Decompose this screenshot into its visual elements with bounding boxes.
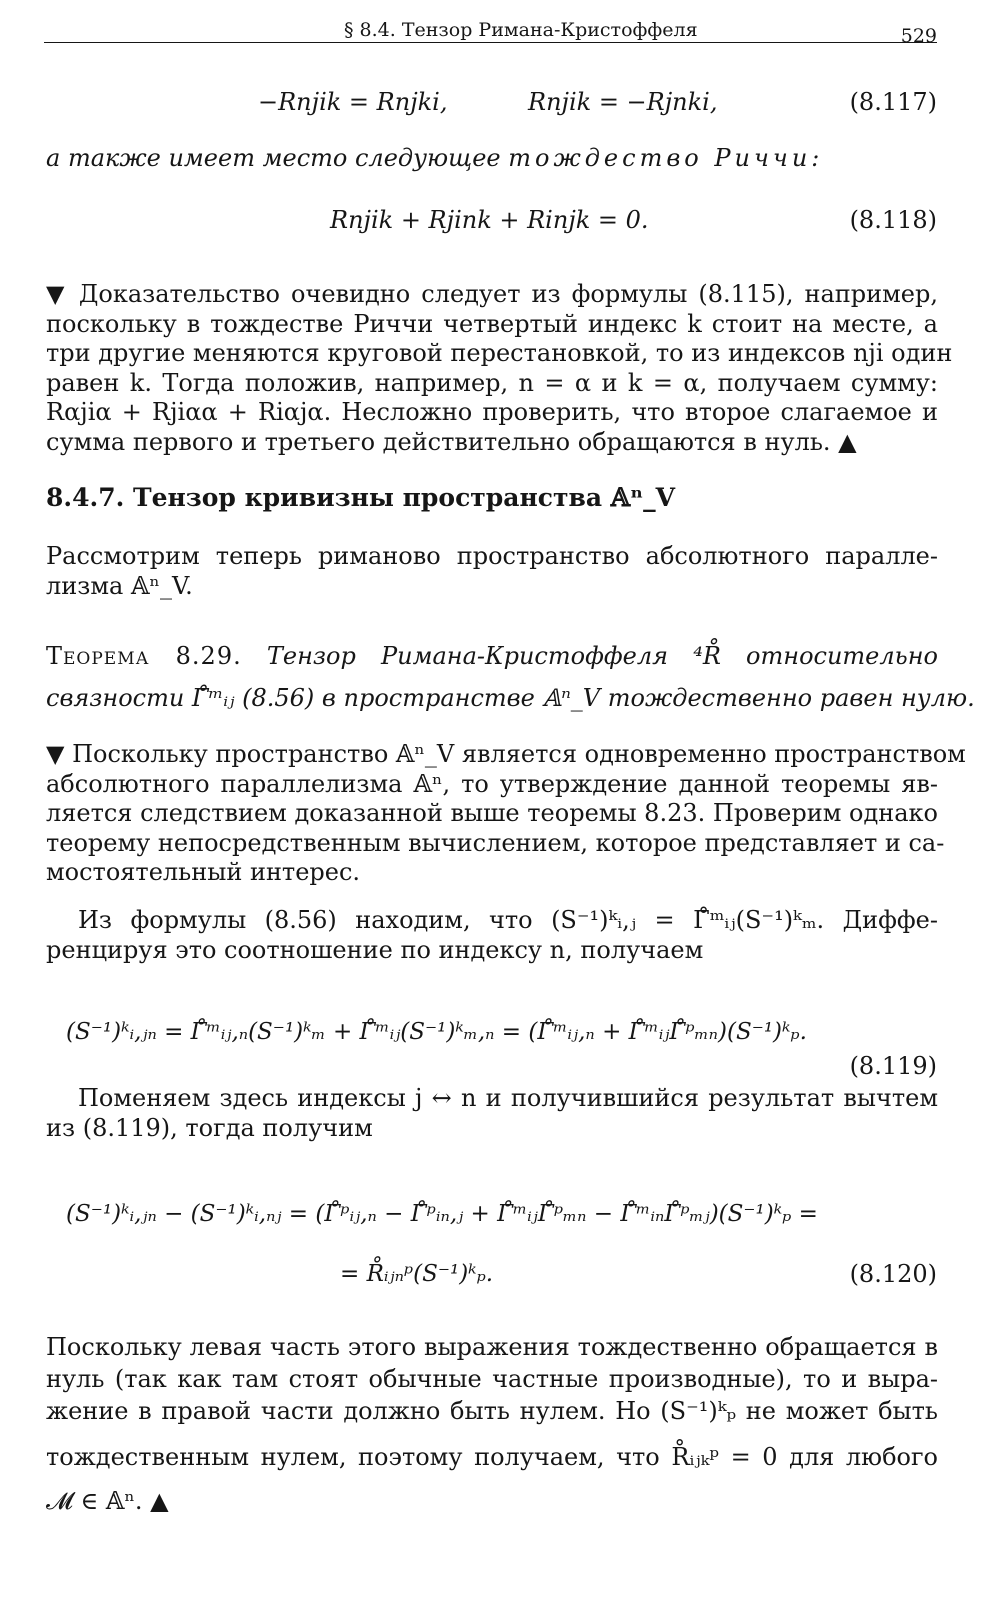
ricci-intro-line — [46, 142, 823, 174]
running-head: § 8.4. Тензор Римана-Кристоффеля — [344, 19, 698, 41]
paragraph-4 — [46, 1082, 938, 1141]
text-line: сумма первого и третьего действительно обращаются в нуль. ▲ — [46, 427, 857, 456]
section-heading: 8.4.7. Тензор кривизны пространства 𝔸ⁿ_V — [46, 483, 676, 512]
equation-8-117-right: Rnjik = −Rjnki, — [528, 88, 718, 116]
equation-8-117-left: −Rnjik = Rnjki, — [258, 88, 448, 116]
text-line: абсолютного параллелизма 𝔸ⁿ, то утверждение данной теоремы яв- — [46, 769, 938, 798]
page-number: 529 — [900, 25, 937, 47]
text-line: 𝓜 ∈ 𝔸ⁿ. ▲ — [46, 1487, 169, 1515]
text-line: жение в правой части должно быть нулем. Но (S⁻¹)ᵏₚ не может быть — [46, 1397, 938, 1425]
paragraph-3 — [46, 904, 938, 963]
equation-8-120-line-2: = R̊ᵢⱼₙᵖ(S⁻¹)ᵏₚ. — [340, 1261, 494, 1287]
ricci-identity-term: тождество Риччи: — [508, 144, 824, 172]
proof-paragraph-2 — [46, 738, 966, 886]
theorem-text: Тензор Римана-Кристоффеля ⁴R̊ относительно — [266, 642, 938, 670]
text-line: Из формулы (8.56) находим, что (S⁻¹)ᵏᵢ,ⱼ = Γ̊ᵐᵢⱼ(S⁻¹)ᵏₘ. Диффе- — [78, 906, 938, 934]
equation-number: (8.117) — [849, 88, 937, 116]
paragraph-5 — [46, 1330, 938, 1514]
text-line: лизма 𝔸ⁿ_V. — [46, 571, 193, 600]
text-line: ляется следствием доказанной выше теоремы 8.23. Проверим однако — [46, 799, 938, 827]
equation-8-119-expr: (S⁻¹)ᵏᵢ,ⱼₙ = Γ̊ᵐᵢⱼ,ₙ(S⁻¹)ᵏₘ + Γ̊ᵐᵢⱼ(S⁻¹)ᵏₘ,ₙ = (Γ̊ᵐᵢⱼ,ₙ + Γ̊ᵐᵢⱼΓ̊ᵖₘₙ)(S⁻¹)ᵏₚ. — [66, 1019, 807, 1045]
proof-paragraph-1 — [46, 278, 953, 456]
theorem-line-1 — [46, 636, 938, 678]
text-line: из (8.119), тогда получим — [46, 1113, 373, 1142]
theorem-8-29 — [46, 636, 975, 720]
intro-paragraph — [46, 540, 938, 599]
text-line: Рассмотрим теперь риманово пространство абсолютного паралле- — [46, 542, 938, 570]
equation-8-120-line-1: (S⁻¹)ᵏᵢ,ⱼₙ − (S⁻¹)ᵏᵢ,ₙⱼ = (Γ̊ᵖᵢⱼ,ₙ − Γ̊ᵖᵢₙ,ⱼ + Γ̊ᵐᵢⱼΓ̊ᵖₘₙ − Γ̊ᵐᵢₙΓ̊ᵖₘⱼ)(S⁻¹)ᵏₚ = — [66, 1201, 818, 1227]
text-line: Rαjiα + Rjiαα + Riαjα. Несложно проверить, что второе слагаемое и — [46, 398, 938, 426]
equation-8-118-expr: Rnjik + Rjink + Rinjk = 0. — [330, 206, 649, 234]
text-line: ▼ Доказательство очевидно следует из формулы (8.115), например, — [46, 280, 938, 308]
text-line: нуль (так как там стоят обычные частные производные), то и выра- — [46, 1365, 938, 1393]
text-line: теорему непосредственным вычислением, которое представляет и са- — [46, 828, 945, 857]
text-line: тождественным нулем, поэтому получаем, что R̊ᵢⱼₖᵖ = 0 для любого — [46, 1443, 938, 1471]
text-line: ренцируя это соотношение по индексу n, получаем — [46, 935, 704, 964]
page-header — [44, 10, 937, 47]
equation-number: (8.118) — [849, 206, 937, 234]
text-line: три другие меняются круговой перестановкой, то из индексов nji один — [46, 339, 953, 367]
text-line: Поменяем здесь индексы j ↔ n и получившийся результат вычтем — [78, 1084, 938, 1112]
text-line: равен k. Тогда положив, например, n = α и k = α, получаем сумму: — [46, 368, 938, 397]
text-line: ▼ Поскольку пространство 𝔸ⁿ_V является одновременно пространством — [46, 740, 966, 768]
ricci-intro-lead: а также имеет место следующее — [46, 144, 501, 172]
equation-number: (8.120) — [849, 1260, 937, 1288]
text-line: поскольку в тождестве Риччи четвертый индекс k стоит на месте, а — [46, 309, 938, 338]
theorem-line-2: связности Γ̊ᵐᵢⱼ (8.56) в пространстве 𝔸ⁿ_V тождественно равен нулю. — [46, 684, 975, 712]
text-line: мостоятельный интерес. — [46, 858, 361, 886]
theorem-label: Теорема 8.29. — [46, 642, 242, 670]
text-line: Поскольку левая часть этого выражения тождественно обращается в — [46, 1333, 938, 1361]
equation-number: (8.119) — [849, 1052, 937, 1080]
